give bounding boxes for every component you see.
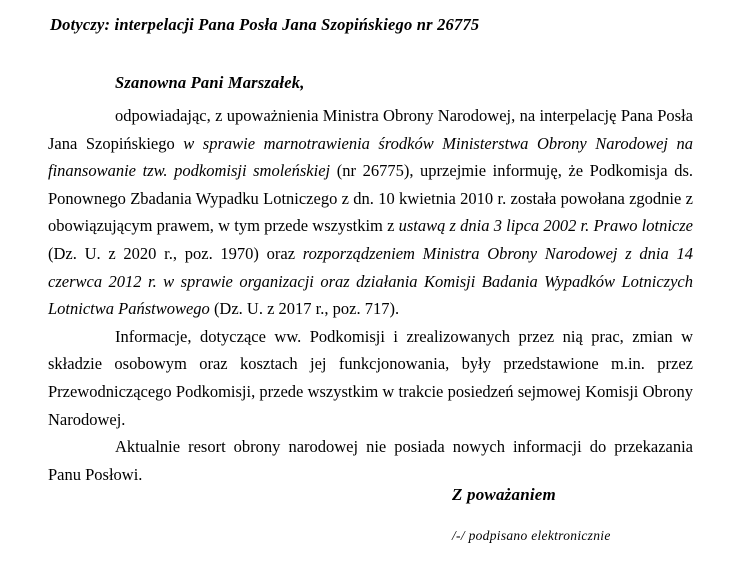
paragraph-2: Informacje, dotyczące ww. Podkomisji i zrealizowanych przez nią prac, zmian w składzie osobowym oraz kosztach jej funkcjonowania, były przedstawione m.in. przez Przewodniczącego Podkomisji, przede wszystkim w trakcie posiedzeń sejmowej Komisji Obrony Narodowej. xyxy=(48,326,693,429)
paragraph-1-segment-italic: ustawą z dnia 3 lipca 2002 r. Prawo lotnicze xyxy=(398,216,693,236)
paragraph-1-segment-italic: w sprawie marnotrawienia środków Ministerstwa Obrony Narodowej na finansowanie tzw. podkomisji smoleńskiej xyxy=(48,133,694,181)
paragraph-1-segment-regular: (Dz. U. z 2020 r., poz. 1970) oraz xyxy=(48,243,303,263)
subject-line: Dotyczy: interpelacji Pana Posła Jana Szopińskiego nr 26775 xyxy=(50,15,480,34)
paragraph-1 xyxy=(48,102,693,323)
paragraph-1-segment-regular: (Dz. U. z 2017 r., poz. 717). xyxy=(213,299,400,319)
electronic-signature-note: /-/ podpisano elektronicznie xyxy=(452,528,611,543)
paragraph-1-segment-regular: odpowiadając, z upoważnienia Ministra Obrony Narodowej, na interpelację Pana Posła Jana Szopińskiego xyxy=(48,106,693,153)
letter-body xyxy=(48,102,693,488)
paragraph-3: Aktualnie resort obrony narodowej nie posiada nowych informacji do przekazania Panu Posłowi. xyxy=(48,437,693,484)
paragraph-1-segment-regular: (nr 26775), uprzejmie informuję, że Podkomisja ds. Ponownego Zbadania Wypadku Lotniczego z dn. 10 kwietnia 2010 r. została powołana zgodnie z obowiązującym prawem, w tym przede wszystkim z xyxy=(48,161,693,236)
paragraph-1-segment-italic: rozporządzeniem Ministra Obrony Narodowej z dnia 14 czerwca 2012 r. w sprawie organizacji oraz działania Komisji Badania Wypadków Lotniczych Lotnictwa Państwowego xyxy=(48,243,693,319)
salutation: Szanowna Pani Marszałek, xyxy=(115,73,305,92)
closing-phrase: Z poważaniem xyxy=(452,485,556,504)
